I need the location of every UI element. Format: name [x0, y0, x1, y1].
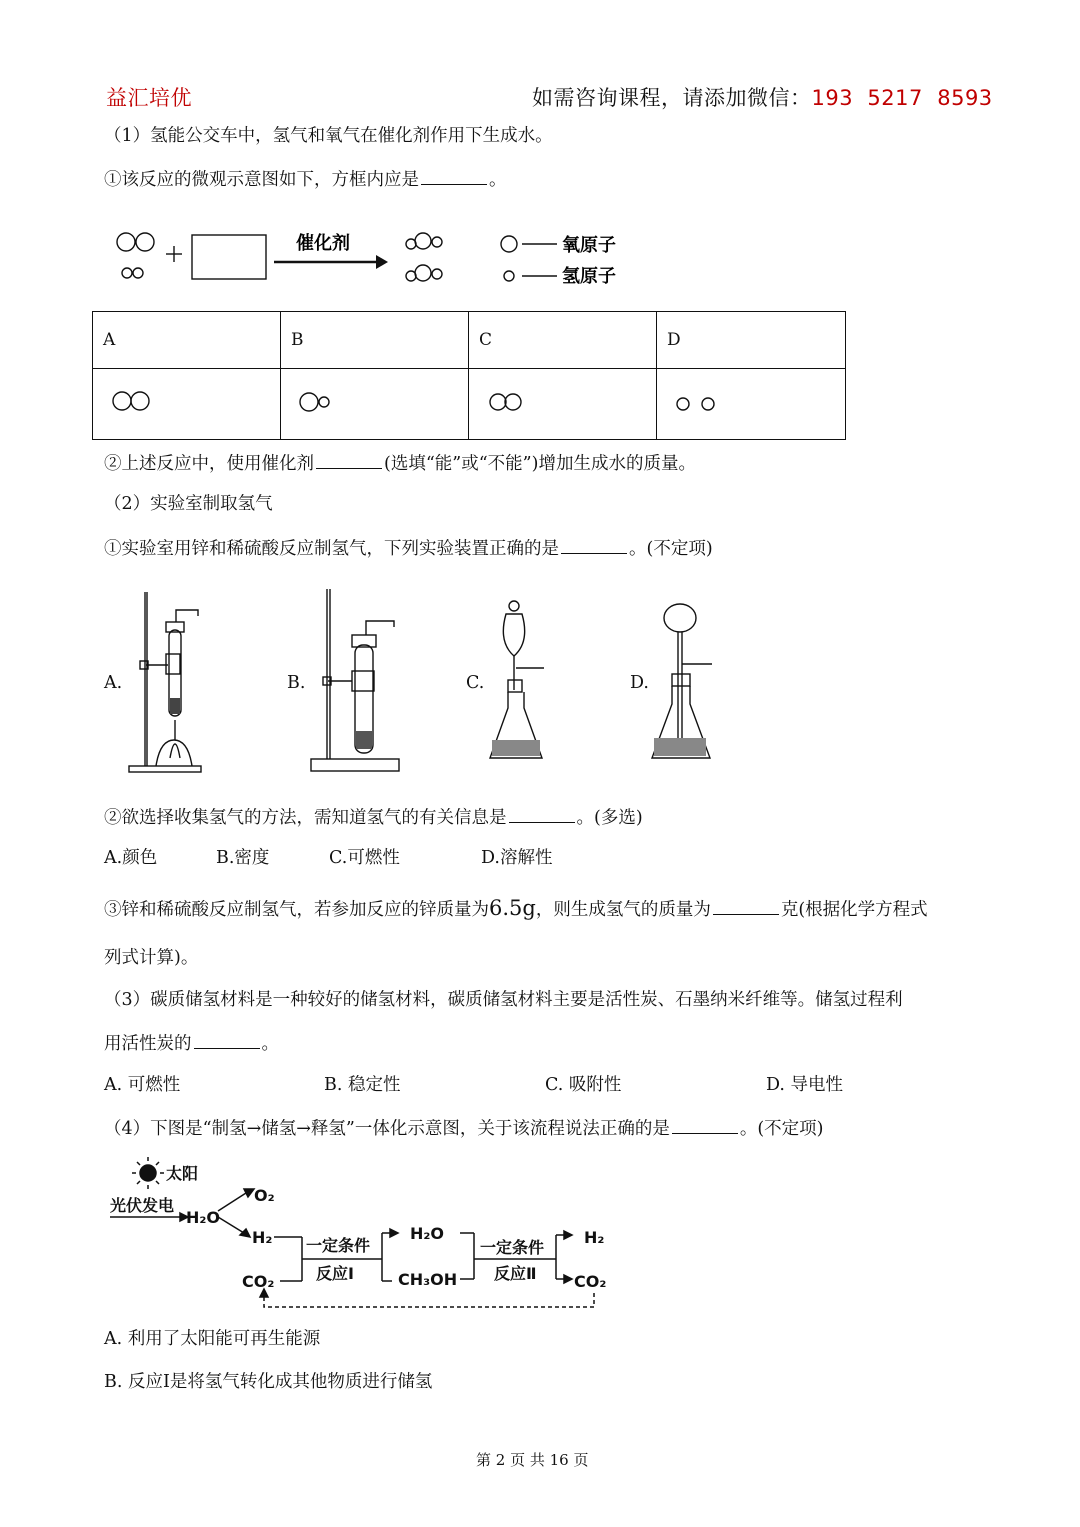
q1-sub2-text: ②上述反应中，使用催化剂 — [104, 454, 314, 474]
page-footer: 第 2 页 共 16 页 — [476, 1451, 589, 1469]
oxygen-legend-icon — [501, 236, 517, 252]
h2o-2-label: H₂O — [410, 1224, 444, 1243]
oxygen-legend-label: 氧原子 — [562, 235, 616, 256]
q2-option-d[interactable]: D.溶解性 — [481, 848, 553, 868]
q1-sub2 — [104, 450, 696, 476]
q2-sub1-end: 。(不定项) — [629, 539, 713, 559]
reaction-diagram — [110, 222, 630, 292]
empty-box — [192, 235, 266, 279]
q1-sub1-end: 。 — [489, 170, 507, 190]
q2-title: （2）实验室制取氢气 — [104, 494, 273, 514]
hydrogen-atom — [133, 268, 143, 278]
sun-label: 太阳 — [166, 1164, 199, 1183]
contact-number: 193 5217 8593 — [811, 86, 993, 110]
reaction-1-label: 反应Ⅰ — [316, 1264, 354, 1283]
apparatus-label-a: A. — [104, 673, 123, 693]
answer-blank[interactable] — [421, 166, 487, 185]
answer-blank[interactable] — [561, 535, 627, 554]
hydrogen-legend-icon — [504, 271, 514, 281]
q2-sub3-text: ③锌和稀硫酸反应制氢气，若参加反应的锌质量为 — [104, 900, 489, 920]
answer-blank[interactable] — [672, 1115, 738, 1134]
hydrogen-legend-label: 氢原子 — [562, 266, 616, 287]
arrow-head-icon — [376, 255, 388, 269]
option-b-cell[interactable] — [281, 369, 469, 440]
apparatus-label-b: B. — [287, 673, 306, 693]
answer-blank[interactable] — [509, 804, 575, 823]
contact-label: 如需咨询课程，请添加微信： — [532, 86, 812, 110]
q3-option-c[interactable]: C. 吸附性 — [545, 1075, 622, 1095]
apparatus-d-icon — [648, 600, 720, 770]
option-c-molecule — [479, 382, 539, 422]
hydrogen-atom — [122, 268, 132, 278]
q2-sub1 — [104, 535, 713, 561]
zinc-mass-value: 6.5g — [489, 896, 536, 920]
q2-option-c[interactable]: C.可燃性 — [329, 848, 400, 868]
q2-sub3-end: 克(根据化学方程式 — [780, 900, 928, 920]
q4-title — [104, 1115, 824, 1141]
option-d-cell[interactable] — [657, 369, 846, 440]
q2-sub3-mid: ，则生成氢气的质量为 — [535, 900, 711, 920]
q2-sub2 — [104, 804, 643, 830]
ch3oh-label: CH₃OH — [398, 1270, 458, 1289]
q3-line2 — [104, 1030, 279, 1056]
option-d-molecule — [667, 382, 727, 422]
q3-option-d[interactable]: D. 导电性 — [766, 1075, 844, 1095]
option-a-cell[interactable] — [93, 369, 281, 440]
condition-2-label: 一定条件 — [480, 1238, 545, 1257]
q3-line1: （3）碳质储氢材料是一种较好的储氢材料，碳质储氢材料主要是活性炭、石墨纳米纤维等。储氢过程利 — [104, 990, 903, 1010]
oxygen-atom — [136, 233, 154, 251]
q1-title: （1）氢能公交车中，氢气和氧气在催化剂作用下生成水。 — [104, 126, 553, 146]
option-a-molecule — [103, 382, 163, 422]
co2-out-label: CO₂ — [574, 1272, 607, 1291]
q2-option-b[interactable]: B.密度 — [216, 848, 270, 868]
q2-sub2-end: 。(多选) — [576, 808, 643, 828]
q2-sub1-text: ①实验室用锌和稀硫酸反应制氢气，下列实验装置正确的是 — [104, 539, 559, 559]
q2-sub3-line2: 列式计算)。 — [104, 948, 199, 968]
q3-line2-end: 。 — [261, 1034, 279, 1054]
brand-title: 益汇培优 — [106, 86, 192, 110]
table-header-b: B — [281, 312, 469, 369]
q2-sub3 — [104, 896, 928, 922]
answer-blank[interactable] — [194, 1030, 260, 1049]
pv-label: 光伏发电 — [110, 1196, 175, 1215]
q4-title-text: （4）下图是“制氢→储氢→释氢”一体化示意图，关于该流程说法正确的是 — [104, 1119, 670, 1139]
q1-sub2-end: (选填“能”或“不能”)增加生成水的质量。 — [384, 454, 696, 474]
options-table — [92, 311, 846, 440]
q2-option-a[interactable]: A.颜色 — [104, 848, 158, 868]
answer-blank[interactable] — [713, 896, 779, 915]
answer-blank[interactable] — [316, 450, 382, 469]
q1-sub1-text: ①该反应的微观示意图如下，方框内应是 — [104, 170, 419, 190]
o2-label: O₂ — [254, 1186, 275, 1205]
contact-info — [532, 82, 993, 112]
apparatus-label-d: D. — [630, 673, 649, 693]
table-header-a: A — [93, 312, 281, 369]
q4-title-end: 。(不定项) — [739, 1119, 824, 1139]
apparatus-b-icon — [308, 585, 408, 775]
reaction-2-label: 反应Ⅱ — [494, 1264, 537, 1283]
h2-out-label: H₂ — [584, 1228, 605, 1247]
apparatus-c-icon — [486, 598, 556, 768]
q4-option-a[interactable]: A. 利用了太阳能可再生能源 — [104, 1329, 321, 1349]
oxygen-atom — [117, 233, 135, 251]
condition-1-label: 一定条件 — [306, 1236, 371, 1255]
apparatus-a-icon — [126, 590, 206, 776]
h2-label: H₂ — [252, 1228, 273, 1247]
q3-option-b[interactable]: B. 稳定性 — [324, 1075, 401, 1095]
apparatus-label-c: C. — [466, 673, 485, 693]
option-b-molecule — [291, 382, 351, 422]
sun-icon — [140, 1165, 156, 1181]
q4-option-b[interactable]: B. 反应Ⅰ是将氢气转化成其他物质进行储氢 — [104, 1372, 433, 1392]
q1-sub1 — [104, 166, 507, 192]
q2-sub2-text: ②欲选择收集氢气的方法，需知道氢气的有关信息是 — [104, 808, 507, 828]
table-header-c: C — [469, 312, 657, 369]
h2o-label: H₂O — [186, 1208, 220, 1227]
catalyst-label: 催化剂 — [296, 233, 350, 254]
q3-option-a[interactable]: A. 可燃性 — [104, 1075, 181, 1095]
co2-label: CO₂ — [242, 1272, 275, 1291]
hydrogen-flow-diagram — [108, 1155, 618, 1317]
option-c-cell[interactable] — [469, 369, 657, 440]
q3-line2-text: 用活性炭的 — [104, 1034, 192, 1054]
table-header-d: D — [657, 312, 846, 369]
